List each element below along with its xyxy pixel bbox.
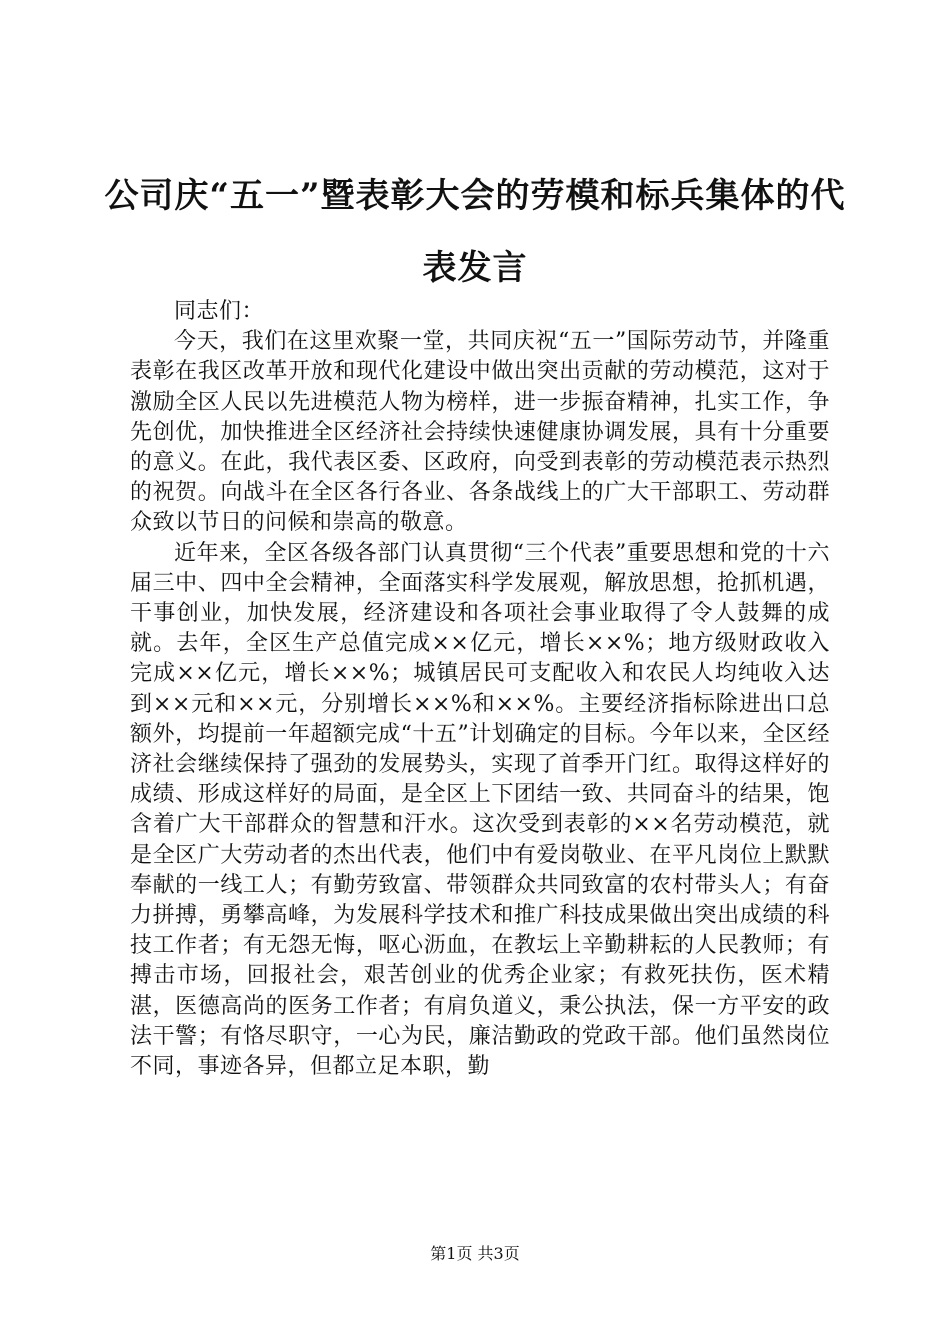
document-title: 公司庆“五一”暨表彰大会的劳模和标兵集体的代表发言 xyxy=(104,176,846,288)
page-number-footer: 第1页 共3页 xyxy=(430,1244,520,1263)
body-paragraph: 今天，我们在这里欢聚一堂，共同庆祝“五一”国际劳动节，并隆重表彰在我区改革开放和现代化建设中做出突出贡献的劳动模范，这对于激励全区人民以先进模范人物为榜样，进一步振奋精神，扎实工作，争先创优，加快推进全区经济社会持续快速健康协调发展，具有十分重要的意义。在此，我代表区委、区政府，向受到表彰的劳动模范表示热烈的祝贺。向战斗在全区各行各业、各条战线上的广大干部职工、劳动群众致以节日的问候和崇高的敬意。 xyxy=(130,329,830,536)
body-paragraph: 近年来，全区各级各部门认真贯彻“三个代表”重要思想和党的十六届三中、四中全会精神，全面落实科学发展观，解放思想，抢抓机遇，干事创业，加快发展，经济建设和各项社会事业取得了令人鼓舞的成就。去年，全区生产总值完成××亿元，增长××%；地方级财政收入完成××亿元，增长××%；城镇居民可支配收入和农民人均纯收入达到××元和××元，分别增长××%和××%。主要经济指标除进出口总额外，均提前一年超额完成“十五”计划确定的目标。今年以来，全区经济社会继续保持了强劲的发展势头，实现了首季开门红。取得这样好的成绩、形成这样好的局面，是全区上下团结一致、共同奋斗的结果，饱含着广大干部群众的智慧和汗水。这次受到表彰的××名劳动模范，就是全区广大劳动者的杰出代表，他们中有爱岗敬业、在平凡岗位上默默奉献的一线工人；有勤劳致富、带领群众共同致富的农村带头人；有奋力拼搏，勇攀高峰，为发展科学技术和推广科技成果做出突出成绩的科技工作者；有无怨无悔，呕心沥血，在教坛上辛勤耕耘的人民教师；有搏击市场，回报社会，艰苦创业的优秀企业家；有救死扶伤，医术精湛，医德高尚的医务工作者；有肩负道义，秉公执法，保一方平安的政法干警；有恪尽职守，一心为民，廉洁勤政的党政干部。他们虽然岗位不同，事迹各异，但都立足本职，勤 xyxy=(130,540,830,1080)
document-body xyxy=(130,297,830,1082)
salutation-paragraph: 同志们： xyxy=(174,299,265,324)
